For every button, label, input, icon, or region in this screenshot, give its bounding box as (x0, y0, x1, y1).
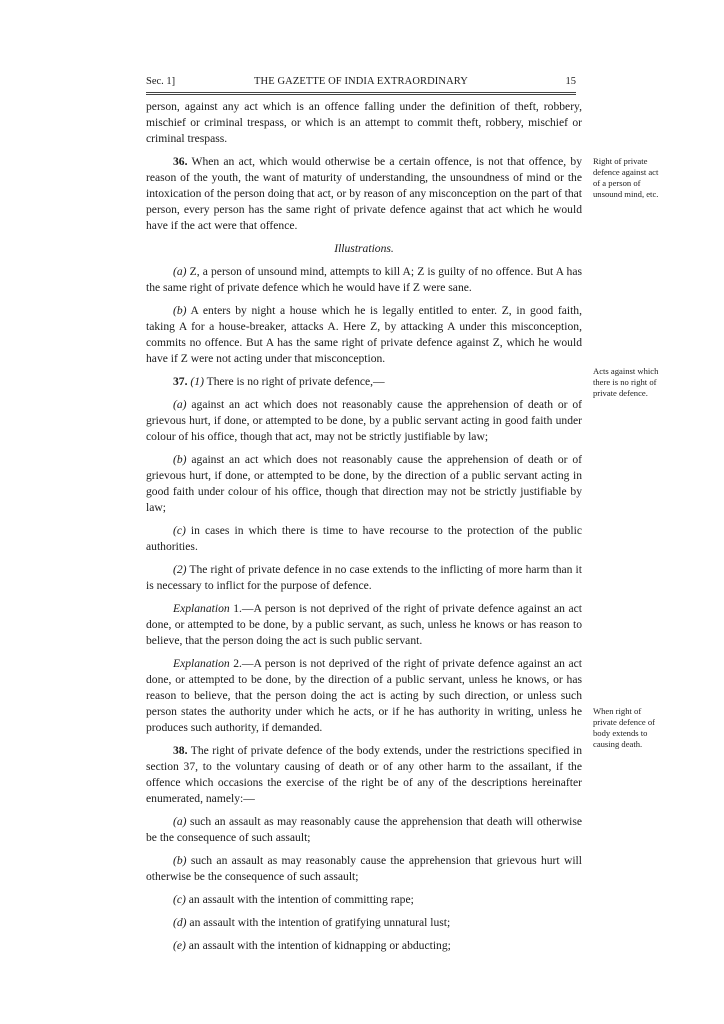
section-37-clause-a (146, 397, 582, 445)
section-38-clause-e (146, 938, 582, 954)
explanation-1 (146, 601, 582, 649)
margin-note-section-38: When right of private defence of body extends to causing death. (593, 706, 656, 749)
header-rule (146, 92, 576, 95)
s38-clause-e-label: (e) (173, 939, 186, 952)
illustration-a-text: Z, a person of unsound mind, attempts to kill A; Z is guilty of no offence. But A has the same right of private defence which he would have if Z were sane. (146, 265, 582, 294)
s38-clause-e-text: an assault with the intention of kidnapping or abducting; (185, 939, 451, 952)
section-37-clause-b (146, 452, 582, 516)
section-37-subsection-2 (146, 562, 582, 594)
continued-paragraph: person, against any act which is an offence falling under the definition of theft, robbery, mischief or criminal trespass, or which is an attempt to commit theft, robbery, mischief or criminal trespass. (146, 100, 582, 145)
section-36-text: When an act, which would otherwise be a certain offence, is not that offence, by reason of the youth, the want of maturity of understanding, the unsoundness of mind or the intoxication of the person doing that act, or by reason of any misconception on the part of that person, every person has the same right of private defence against that act which he would have if the act were that offence. (146, 155, 582, 232)
clause-a-text: against an act which does not reasonably cause the apprehension of death or of grievous hurt, if done, or attempted to be done, by a public servant acting in good faith under colour of his office, though that act, may not be strictly justifiable by law; (146, 398, 582, 443)
section-38-clause-c (146, 892, 582, 908)
section-37-subsection-1: (1) (190, 375, 204, 388)
clause-c-text: in cases in which there is time to have recourse to the protection of the public authorities. (146, 524, 582, 553)
s38-clause-c-label: (c) (173, 893, 186, 906)
page-body (146, 99, 582, 961)
margin-note-section-37: Acts against which there is no right of private defence. (593, 366, 659, 398)
illustration-a-label: (a) (173, 265, 187, 278)
subsection-2-text: The right of private defence in no case extends to the inflicting of more harm than it is necessary to inflict for the purpose of defence. (146, 563, 582, 592)
header-section: Sec. 1] (146, 76, 176, 87)
section-38 (146, 743, 582, 807)
section-38-clause-a (146, 814, 582, 846)
illustration-b-text: A enters by night a house which he is legally entitled to enter. Z, in good faith, taking A for a house-breaker, attacks A. Here Z, by attacking A under this misconception, commits no offence. But A has the same right of private defence against Z, which he would have if Z were not acting under that misconception. (146, 304, 582, 365)
s38-clause-d-text: an assault with the intention of gratifying unnatural lust; (186, 916, 451, 929)
explanation-2-label: Explanation (173, 657, 230, 670)
section-38-number: 38. (173, 744, 188, 757)
section-36-number: 36. (173, 155, 188, 168)
explanation-2-text: 2.—A person is not deprived of the right of private defence against an act done, or attempted to be done, by the direction of a public servant, unless he knows, or has reason to believe, that the person doing the act is acting by such direction, or unless such person states the authority under which he acts, or if he has authority in writing, unless he produces such authority, if demanded. (146, 657, 582, 734)
illustration-a (146, 264, 582, 296)
explanation-1-label: Explanation (173, 602, 230, 615)
s38-clause-b-text: such an assault as may reasonably cause the apprehension that grievous hurt will otherwise be the consequence of such assault; (146, 854, 582, 883)
header-title: THE GAZETTE OF INDIA EXTRAORDINARY (254, 76, 468, 87)
section-37-clause-c (146, 523, 582, 555)
clause-b-label: (b) (173, 453, 187, 466)
illustrations-heading: Illustrations. (334, 242, 394, 255)
section-36 (146, 154, 582, 234)
section-37 (146, 374, 582, 390)
explanation-2 (146, 656, 582, 736)
clause-a-label: (a) (173, 398, 187, 411)
s38-clause-b-label: (b) (173, 854, 187, 867)
page-header (146, 76, 576, 92)
section-37-number: 37. (173, 375, 188, 388)
section-38-clause-b (146, 853, 582, 885)
section-38-clause-d (146, 915, 582, 931)
clause-b-text: against an act which does not reasonably cause the apprehension of death or of grievous hurt, if done, or attempted to be done, by the direction of a public servant acting in good faith under colour of his office, though that direction may not be strictly justifiable by law; (146, 453, 582, 514)
explanation-1-text: 1.—A person is not deprived of the right of private defence against an act done, or attempted to be done, by a public servant, as such, unless he knows or has reason to believe, that the person doing the act is such public servant. (146, 602, 582, 647)
header-page-number: 15 (565, 76, 576, 87)
s38-clause-a-text: such an assault as may reasonably cause the apprehension that death will otherwise be the consequence of such assault; (146, 815, 582, 844)
section-38-text: The right of private defence of the body extends, under the restrictions specified in section 37, to the voluntary causing of death or of any other harm to the assailant, if the offence which occasions the exercise of the right be of any of the descriptions hereinafter enumerated, namely:— (146, 744, 582, 805)
illustration-b-label: (b) (173, 304, 187, 317)
s38-clause-d-label: (d) (173, 916, 187, 929)
s38-clause-a-label: (a) (173, 815, 187, 828)
subsection-2-label: (2) (173, 563, 187, 576)
section-37-text: There is no right of private defence,— (203, 375, 385, 388)
illustration-b (146, 303, 582, 367)
clause-c-label: (c) (173, 524, 186, 537)
s38-clause-c-text: an assault with the intention of committing rape; (185, 893, 414, 906)
margin-note-section-36: Right of private defence against act of a person of unsound mind, etc. (593, 156, 659, 199)
